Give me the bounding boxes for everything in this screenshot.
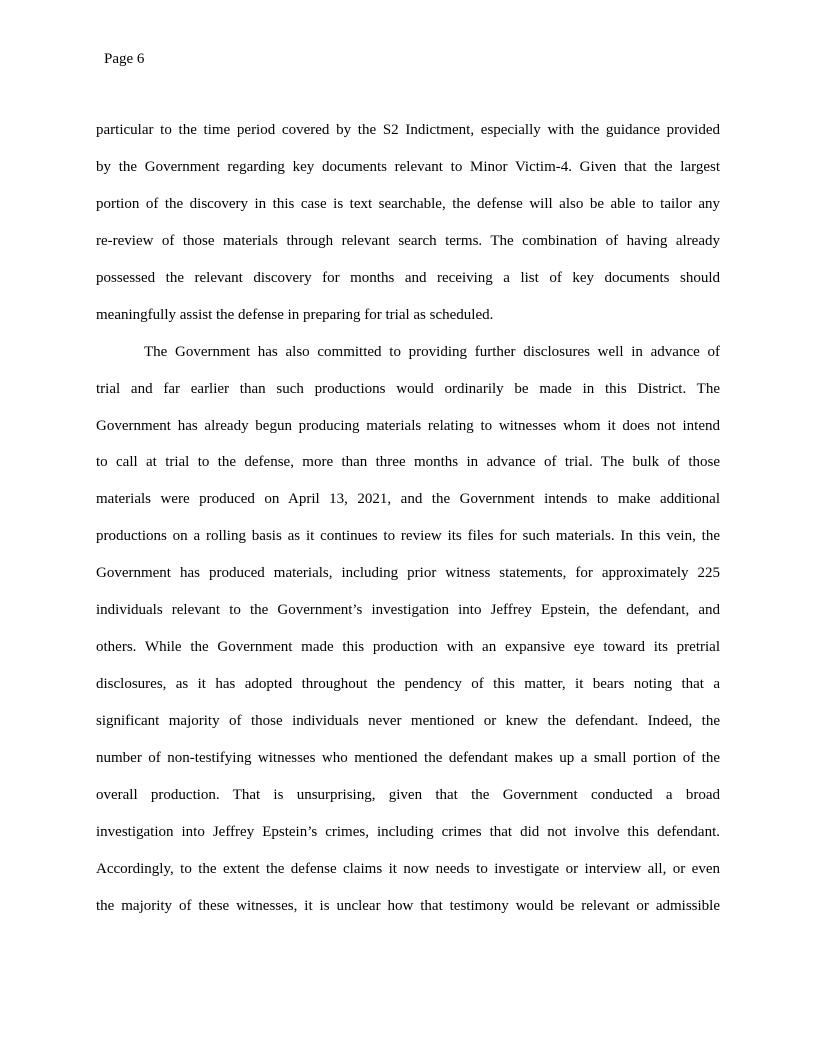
text-line: the majority of these witnesses, it is unclear how that testimony would be relevant or admissible [96,897,720,914]
text-line: disclosures, as it has adopted throughout the pendency of this matter, it bears noting that a [96,676,720,693]
text-line: Government has produced materials, including prior witness statements, for approximately 225 [96,565,720,582]
text-line: materials were produced on April 13, 2021, and the Government intends to make additional [96,491,720,508]
text-line: to call at trial to the defense, more than three months in advance of trial. The bulk of those [96,454,720,471]
text-line: productions on a rolling basis as it continues to review its files for such materials. In this vein, the [96,528,720,545]
text-line: re-review of those materials through relevant search terms. The combination of having already [96,232,720,249]
text-line: meaningfully assist the defense in preparing for trial as scheduled. [96,306,494,323]
text-line: Accordingly, to the extent the defense claims it now needs to investigate or interview all, or even [96,860,720,877]
page-number: Page 6 [104,51,145,67]
text-line: trial and far earlier than such productions would ordinarily be made in this District. The [96,380,720,397]
text-line: significant majority of those individuals never mentioned or knew the defendant. Indeed, the [96,713,720,729]
text-line: Government has already begun producing materials relating to witnesses whom it does not intend [96,417,720,434]
paragraph-start-line: The Government has also committed to providing further disclosures well in advance of [144,343,720,360]
text-line: investigation into Jeffrey Epstein’s crimes, including crimes that did not involve this defendant. [96,823,720,840]
text-line: by the Government regarding key documents relevant to Minor Victim-4. Given that the largest [96,158,720,175]
text-line: number of non-testifying witnesses who mentioned the defendant makes up a small portion of the [96,749,720,766]
text-line: individuals relevant to the Government’s investigation into Jeffrey Epstein, the defendant, and [96,602,720,619]
text-line: others. While the Government made this production with an expansive eye toward its pretrial [96,639,720,656]
text-line: portion of the discovery in this case is text searchable, the defense will also be able to tailor any [96,195,720,212]
body-text [96,117,720,930]
text-line: particular to the time period covered by the S2 Indictment, especially with the guidance provided [96,122,720,138]
text-line: possessed the relevant discovery for months and receiving a list of key documents should [96,269,720,286]
text-line: overall production. That is unsurprising, given that the Government conducted a broad [96,786,720,803]
